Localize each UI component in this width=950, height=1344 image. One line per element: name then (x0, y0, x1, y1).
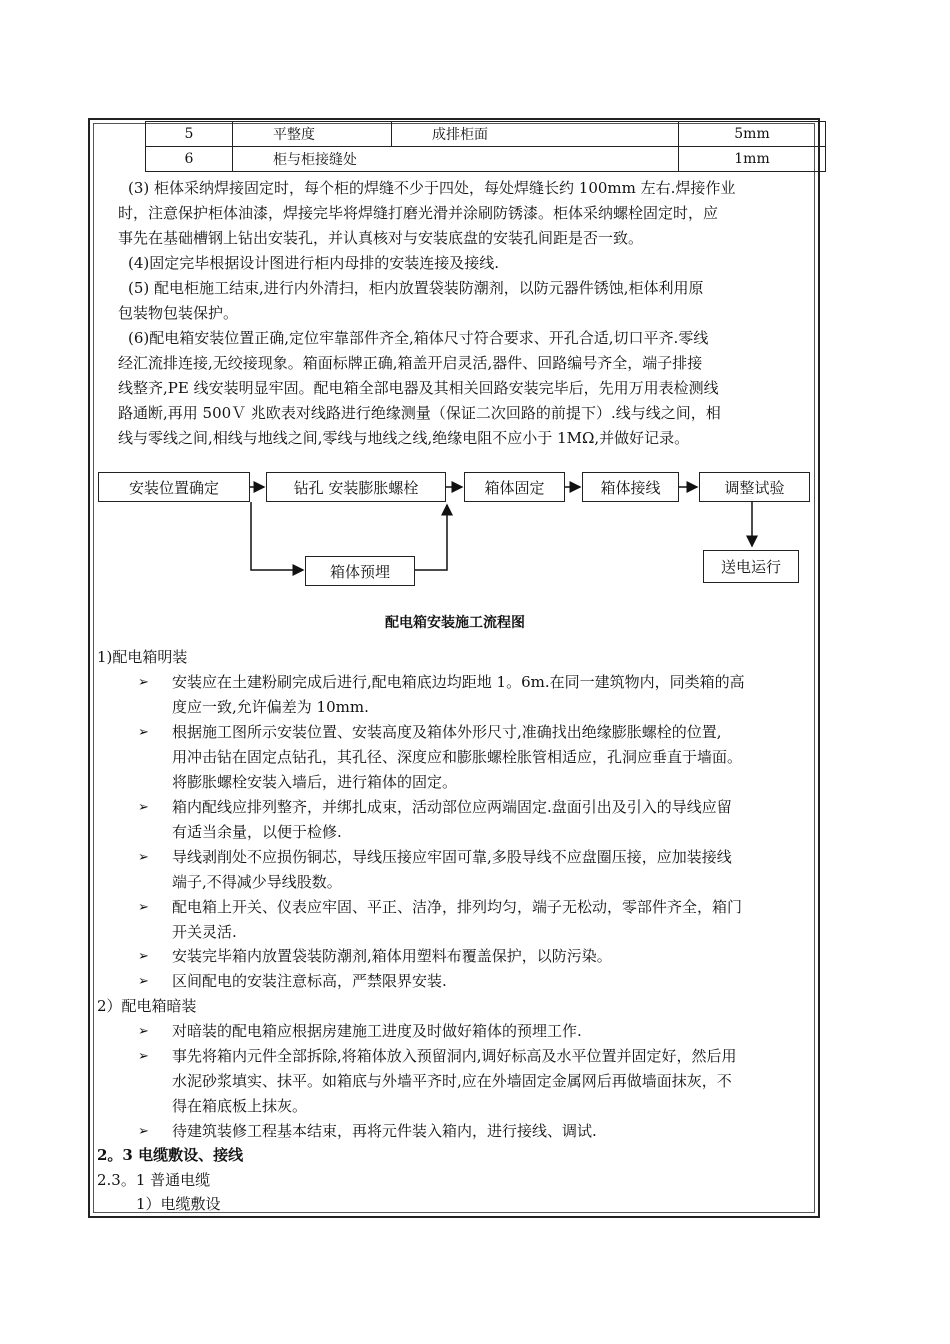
bullet-arrow-icon: ➢ (138, 1124, 149, 1139)
list-item (138, 795, 810, 845)
section-heading-surface: 1)配电箱明装 (97, 648, 188, 666)
table-cell-value: 5mm (679, 122, 826, 147)
list-item (138, 1019, 810, 1044)
table-cell-item: 柜与柜接缝处 (233, 147, 679, 172)
text-line: 事先将箱内元件全部拆除,将箱体放入预留洞内,调好标高及水平位置并固定好，然后用 (172, 1047, 737, 1065)
bullet-arrow-icon: ➢ (138, 900, 149, 915)
text-line: 根据施工图所示安装位置、安装高度及箱体外形尺寸,准确找出绝缘膨胀螺栓的位置, (172, 723, 722, 741)
table-cell-no: 6 (146, 147, 233, 172)
list-item (138, 845, 810, 895)
text-line: 待建筑装修工程基本结束，再将元件装入箱内，进行接线、调试. (172, 1122, 597, 1140)
bullet-arrow-icon: ➢ (138, 1049, 149, 1064)
flow-step-drill: 钻孔 安装膨胀螺栓 (266, 472, 446, 502)
bullet-arrow-icon: ➢ (138, 800, 149, 815)
text-line: 有适当余量，以便于检修. (172, 823, 342, 841)
table-cell-value: 1mm (679, 147, 826, 172)
bullet-arrow-icon: ➢ (138, 850, 149, 865)
text-line: 事先在基础槽钢上钻出安装孔，并认真核对与安装底盘的安装孔间距是否一致。 (118, 229, 644, 247)
text-line: (3) 柜体采纳焊接固定时，每个柜的焊缝不少于四处，每处焊缝长约 100mm 左右.焊接作业 (128, 179, 736, 197)
text-line: 箱内配线应排列整齐，并绑扎成束，活动部位应两端固定.盘面引出及引入的导线应留 (172, 798, 732, 816)
flow-step-locate: 安装位置确定 (98, 472, 250, 502)
flow-step-fix: 箱体固定 (464, 472, 565, 502)
text-line: 用冲击钻在固定点钻孔，其孔径、深度应和膨胀螺栓胀管相适应，孔洞应垂直于墙面。 (172, 748, 743, 766)
text-line: 安装完毕箱内放置袋装防潮剂,箱体用塑料布覆盖保护，以防污染。 (172, 947, 612, 965)
section-heading-cable: 2。3 电缆敷设、接线 (97, 1146, 244, 1164)
list-item (138, 895, 810, 945)
text-line: 安装应在土建粉刷完成后进行,配电箱底边均距地 1。6m.在同一建筑物内，同类箱的高 (172, 673, 745, 691)
text-line: 线与零线之间,相线与地线之间,零线与地线之线,绝缘电阻不应小于 1MΩ,并做好记录。 (118, 429, 690, 447)
table-cell-item: 平整度 (233, 122, 392, 147)
flow-step-wiring: 箱体接线 (582, 472, 679, 502)
paragraph-4: (4)固定完毕根据设计图进行柜内母排的安装连接及接线. (128, 254, 500, 272)
text-line: 端子,不得减少导线股数。 (172, 873, 342, 891)
list-item (138, 969, 810, 994)
flowchart-caption: 配电箱安装施工流程图 (385, 615, 525, 631)
text-line: 开关灵活. (172, 923, 237, 941)
bullet-arrow-icon: ➢ (138, 725, 149, 740)
text-line: 经汇流排连接,无绞接现象。箱面标牌正确,箱盖开启灵活,器件、回路编号齐全，端子排接 (118, 354, 703, 372)
flow-step-test: 调整试验 (699, 472, 810, 502)
bullet-arrow-icon: ➢ (138, 675, 149, 690)
text-line: 导线剥削处不应损伤铜芯，导线压接应牢固可靠,多股导线不应盘圈压接，应加装接线 (172, 848, 732, 866)
text-line: 对暗装的配电箱应根据房建施工进度及时做好箱体的预埋工作. (172, 1022, 582, 1040)
text-line: 水泥砂浆填实、抹平。如箱底与外墙平齐时,应在外墙固定金属网后再做墙面抹灰，不 (172, 1072, 732, 1090)
text-line: 路通断,再用 500Ｖ 兆欧表对线路进行绝缘测量（保证二次回路的前提下）.线与线之间，相 (118, 404, 721, 422)
text-line: 时，注意保护柜体油漆，焊接完毕将焊缝打磨光滑并涂刷防锈漆。柜体采纳螺栓固定时，应 (118, 204, 719, 222)
text-line: 得在箱底板上抹灰。 (172, 1097, 308, 1115)
text-line: 区间配电的安装注意标高，严禁限界安装. (172, 972, 447, 990)
flow-step-embed: 箱体预埋 (305, 556, 415, 586)
bullet-arrow-icon: ➢ (138, 1024, 149, 1039)
subsection-heading: 1）电缆敷设 (136, 1195, 221, 1213)
subsection-heading: 2.3。1 普通电缆 (97, 1171, 211, 1189)
flow-step-energize: 送电运行 (703, 550, 799, 583)
list-item (138, 944, 810, 969)
list-item (138, 1044, 810, 1119)
section-heading-concealed: 2）配电箱暗装 (97, 997, 197, 1015)
text-line: (5) 配电柜施工结束,进行内外清扫，柜内放置袋装防潮剂，以防元器件锈蚀,柜体利用原 (128, 279, 704, 297)
text-line: 将膨胀螺栓安装入墙后，进行箱体的固定。 (172, 773, 458, 791)
arrow-embed-back (415, 505, 447, 570)
text-line: 度应一致,允许偏差为 10mm. (172, 698, 369, 716)
text-line: 配电箱上开关、仪表应牢固、平正、洁净，排列均匀，端子无松动，零部件齐全，箱门 (172, 898, 743, 916)
table-cell-no: 5 (146, 122, 233, 147)
bullet-arrow-icon: ➢ (138, 974, 149, 989)
text-line: 线整齐,PE 线安装明显牢固。配电箱全部电器及其相关回路安装完毕后，先用万用表检测线 (118, 379, 719, 397)
text-line: (6)配电箱安装位置正确,定位牢靠部件齐全,箱体尺寸符合要求、开孔合适,切口平齐.零线 (128, 329, 709, 347)
arrow-to-embed (251, 502, 303, 570)
list-item (138, 670, 810, 720)
bullet-arrow-icon: ➢ (138, 949, 149, 964)
list-item (138, 1119, 810, 1144)
text-line: 包装物包装保护。 (118, 304, 239, 322)
list-item (138, 720, 810, 795)
table-cell-sub: 成排柜面 (392, 122, 679, 147)
